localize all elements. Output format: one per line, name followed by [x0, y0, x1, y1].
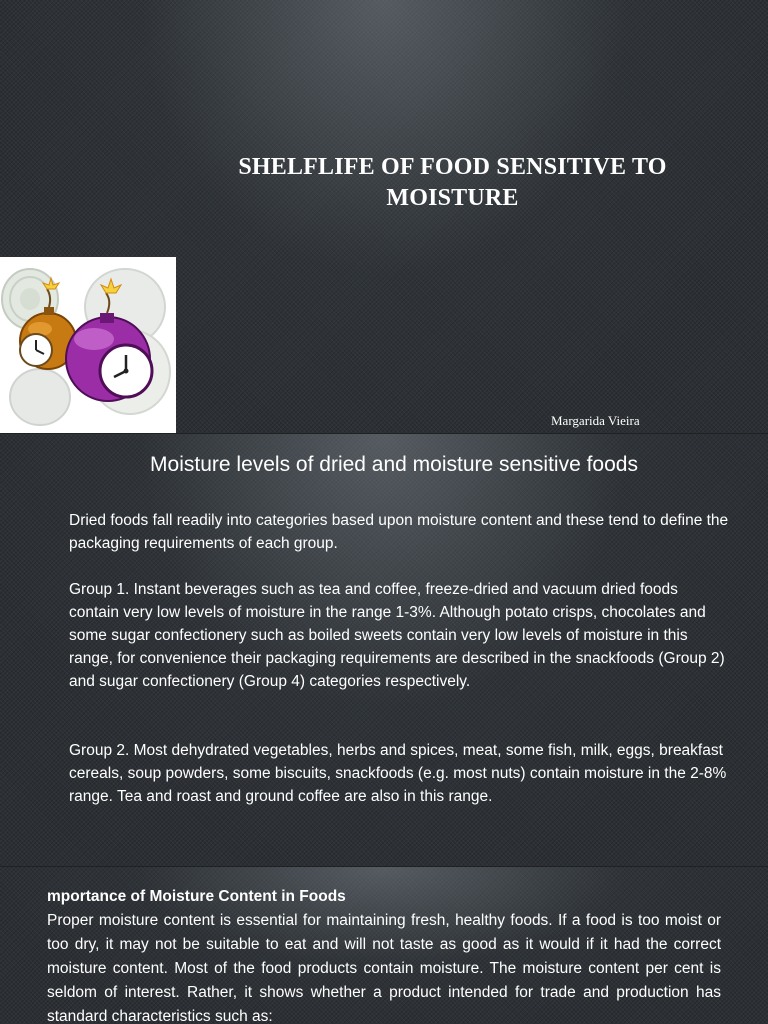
slide-body: Proper moisture content is essential for maintaining fresh, healthy foods. If a food is too moist or too dry, it may not be suitable to eat and will not taste as good as it would if it had the correct moisture content. Most of the food products contain moisture. The moisture content per cent is seldom of interest. Rather, it shows whether a product intended for trade and production has standard characteristics such as: [47, 912, 721, 1024]
author-name: Margarida Vieira [551, 413, 640, 428]
slide-title: Moisture levels of dried and moisture sensitive foods [150, 453, 638, 476]
paragraph-group-1: Group 1. Instant beverages such as tea and coffee, freeze-dried and vacuum dried foods contain very low levels of moisture in the range 1-3%. Although potato crisps, chocolates and some sugar confectionery such as boiled sweets contain very low levels of moisture in this range, for convenience their packaging requirements are described in the snackfoods (Group 2) and sugar confectionery (Group 4) categories respectively. [69, 581, 725, 690]
clock-bomb-icon [0, 257, 176, 433]
slide-title: SHELFLIFE OF FOOD SENSITIVE TO MOISTURE [238, 154, 667, 211]
title-slide [0, 0, 768, 433]
paragraph-group-2: Group 2. Most dehydrated vegetables, herbs and spices, meat, some fish, milk, eggs, breakfast cereals, soup powders, some biscuits, snackfoods (e.g. most nuts) contain moisture in the 2-8% range. Tea and roast and ground coffee are also in this range. [69, 742, 727, 805]
importance-slide [0, 867, 768, 1024]
moisture-levels-slide [0, 434, 768, 866]
slide-heading: mportance of Moisture Content in Foods [47, 888, 346, 905]
paragraph-intro: Dried foods fall readily into categories based upon moisture content and these tend to define the packaging requirements of each group. [69, 512, 729, 552]
clock-bombs-illustration [0, 257, 176, 433]
